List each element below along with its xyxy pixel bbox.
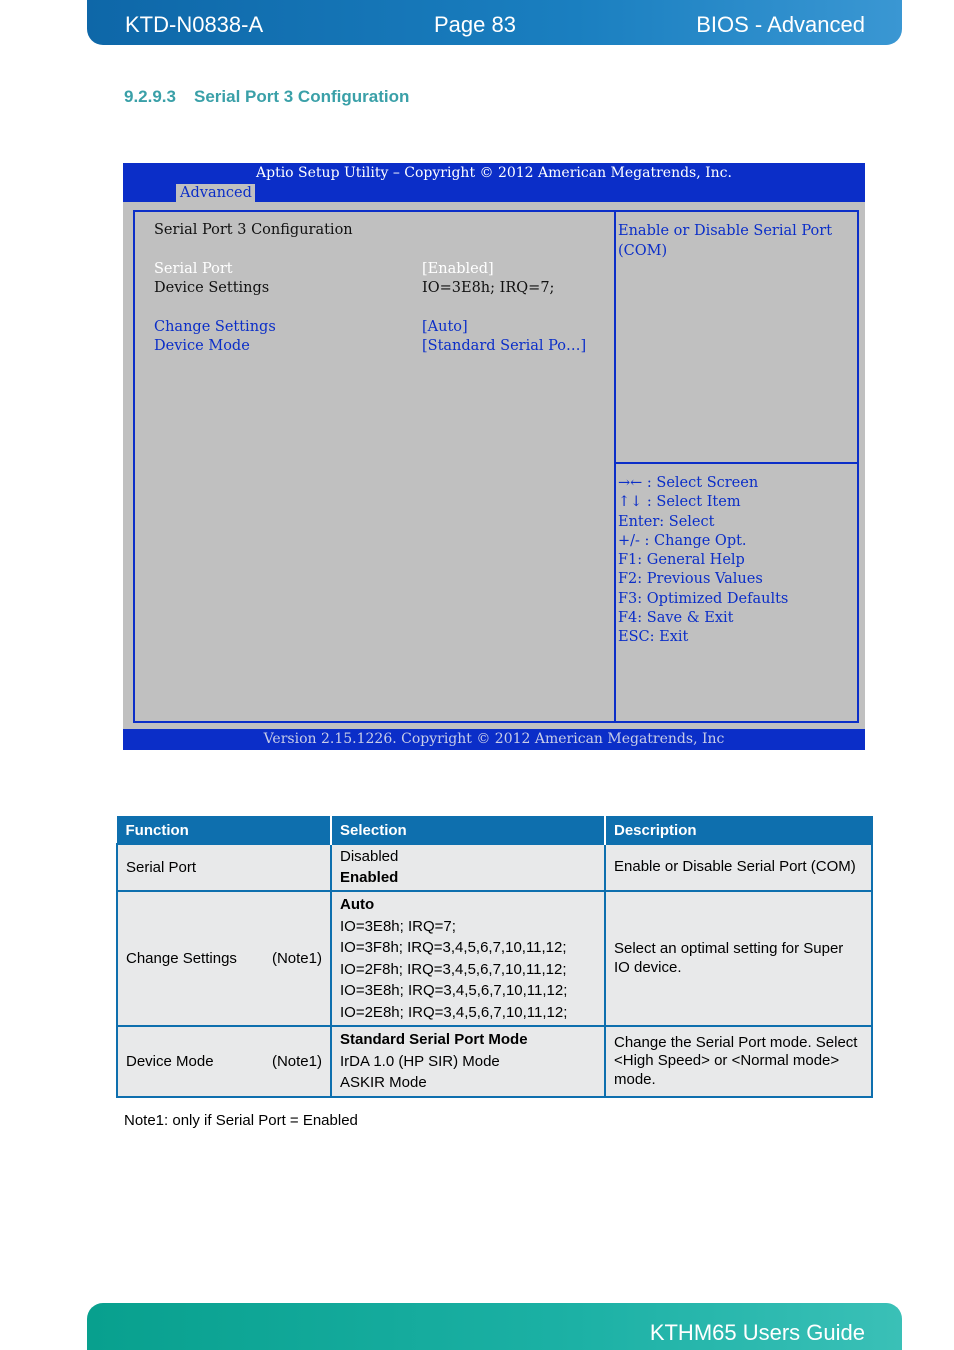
bios-title: Aptio Setup Utility – Copyright © 2012 American Megatrends, Inc. <box>256 165 732 181</box>
bios-version-bar: Version 2.15.1226. Copyright © 2012 American Megatrends, Inc <box>123 729 865 750</box>
key-change-opt: +/- : Change Opt. <box>618 532 747 549</box>
bios-screenshot <box>123 163 865 750</box>
device-mode-value[interactable]: [Standard Serial Po…] <box>422 338 587 354</box>
change-settings-label[interactable]: Change Settings <box>154 319 276 335</box>
row-function <box>117 844 331 891</box>
function-name: Device Mode <box>126 1052 214 1070</box>
row-function <box>117 891 331 1026</box>
page-header <box>87 0 902 45</box>
key-f1: F1: General Help <box>618 552 745 569</box>
selection-option-default: Enabled <box>340 868 399 886</box>
selection-option: IO=2F8h; IRQ=3,4,5,6,7,10,11,12; <box>340 960 567 978</box>
serial-port-value[interactable]: [Enabled] <box>422 261 494 277</box>
header-function: Function <box>117 817 331 845</box>
help-divider <box>616 462 857 464</box>
selection-option: IO=3E8h; IRQ=7; <box>340 917 456 935</box>
selection-option: IO=2E8h; IRQ=3,4,5,6,7,10,11,12; <box>340 1003 568 1021</box>
page-number: Page 83 <box>434 12 516 37</box>
selection-option: Disabled <box>340 848 399 865</box>
key-select-item: ↑↓ : Select Item <box>618 494 741 511</box>
section-number: 9.2.9.3 <box>124 87 176 106</box>
section-heading <box>124 87 409 107</box>
selection-option: ASKIR Mode <box>340 1074 427 1091</box>
table-row <box>117 844 872 891</box>
serial-port-label[interactable]: Serial Port <box>154 261 233 277</box>
table-row <box>117 1026 872 1097</box>
page-footer <box>87 1303 902 1350</box>
row-selection <box>331 844 605 891</box>
selection-option: IO=3E8h; IRQ=3,4,5,6,7,10,11,12; <box>340 982 568 999</box>
table-note: Note1: only if Serial Port = Enabled <box>124 1112 358 1129</box>
key-select-screen: →← : Select Screen <box>618 475 759 491</box>
selection-option: IrDA 1.0 (HP SIR) Mode <box>340 1052 500 1070</box>
key-esc: ESC: Exit <box>618 629 689 646</box>
row-selection <box>331 891 605 1026</box>
key-f2: F2: Previous Values <box>618 571 763 588</box>
row-description: Enable or Disable Serial Port (COM) <box>605 844 872 891</box>
section-name: BIOS - Advanced <box>696 12 865 37</box>
key-f4: F4: Save & Exit <box>618 610 734 627</box>
function-name: Serial Port <box>126 859 197 876</box>
row-function <box>117 1026 331 1097</box>
row-selection <box>331 1026 605 1097</box>
device-settings-label: Device Settings <box>154 280 270 296</box>
header-description: Description <box>605 817 872 845</box>
row-description: Change the Serial Port mode. Select <High Speed> or <Normal mode> mode. <box>605 1026 872 1097</box>
bios-title-bar <box>123 163 865 202</box>
selection-option-default: Auto <box>340 896 375 913</box>
section-title: Serial Port 3 Configuration <box>194 87 410 106</box>
selection-option-default: Standard Serial Port Mode <box>340 1031 528 1048</box>
tab-advanced[interactable]: Advanced <box>176 184 255 202</box>
device-settings-value: IO=3E8h; IRQ=7; <box>422 280 555 296</box>
table-row <box>117 891 872 1026</box>
document-id: KTD-N0838-A <box>125 12 264 37</box>
help-text: Enable or Disable Serial Port (COM) <box>618 223 833 259</box>
function-name: Change Settings <box>126 950 237 967</box>
key-f3: F3: Optimized Defaults <box>618 590 789 607</box>
function-table <box>116 816 873 1098</box>
change-settings-value[interactable]: [Auto] <box>422 319 468 335</box>
table-header-row <box>117 817 872 845</box>
bios-panel-heading: Serial Port 3 Configuration <box>154 222 353 238</box>
bios-help-panel <box>614 210 859 723</box>
device-mode-label[interactable]: Device Mode <box>154 338 250 354</box>
row-description: Select an optimal setting for Super IO device. <box>605 891 872 1026</box>
selection-option: IO=3F8h; IRQ=3,4,5,6,7,10,11,12; <box>340 939 567 956</box>
header-selection: Selection <box>331 817 605 845</box>
key-legend <box>618 474 788 648</box>
function-note: (Note1) <box>271 1052 322 1070</box>
bios-settings-panel <box>133 210 615 723</box>
guide-title: KTHM65 Users Guide <box>649 1320 865 1345</box>
key-enter: Enter: Select <box>618 513 715 530</box>
function-note: (Note1) <box>271 950 322 967</box>
